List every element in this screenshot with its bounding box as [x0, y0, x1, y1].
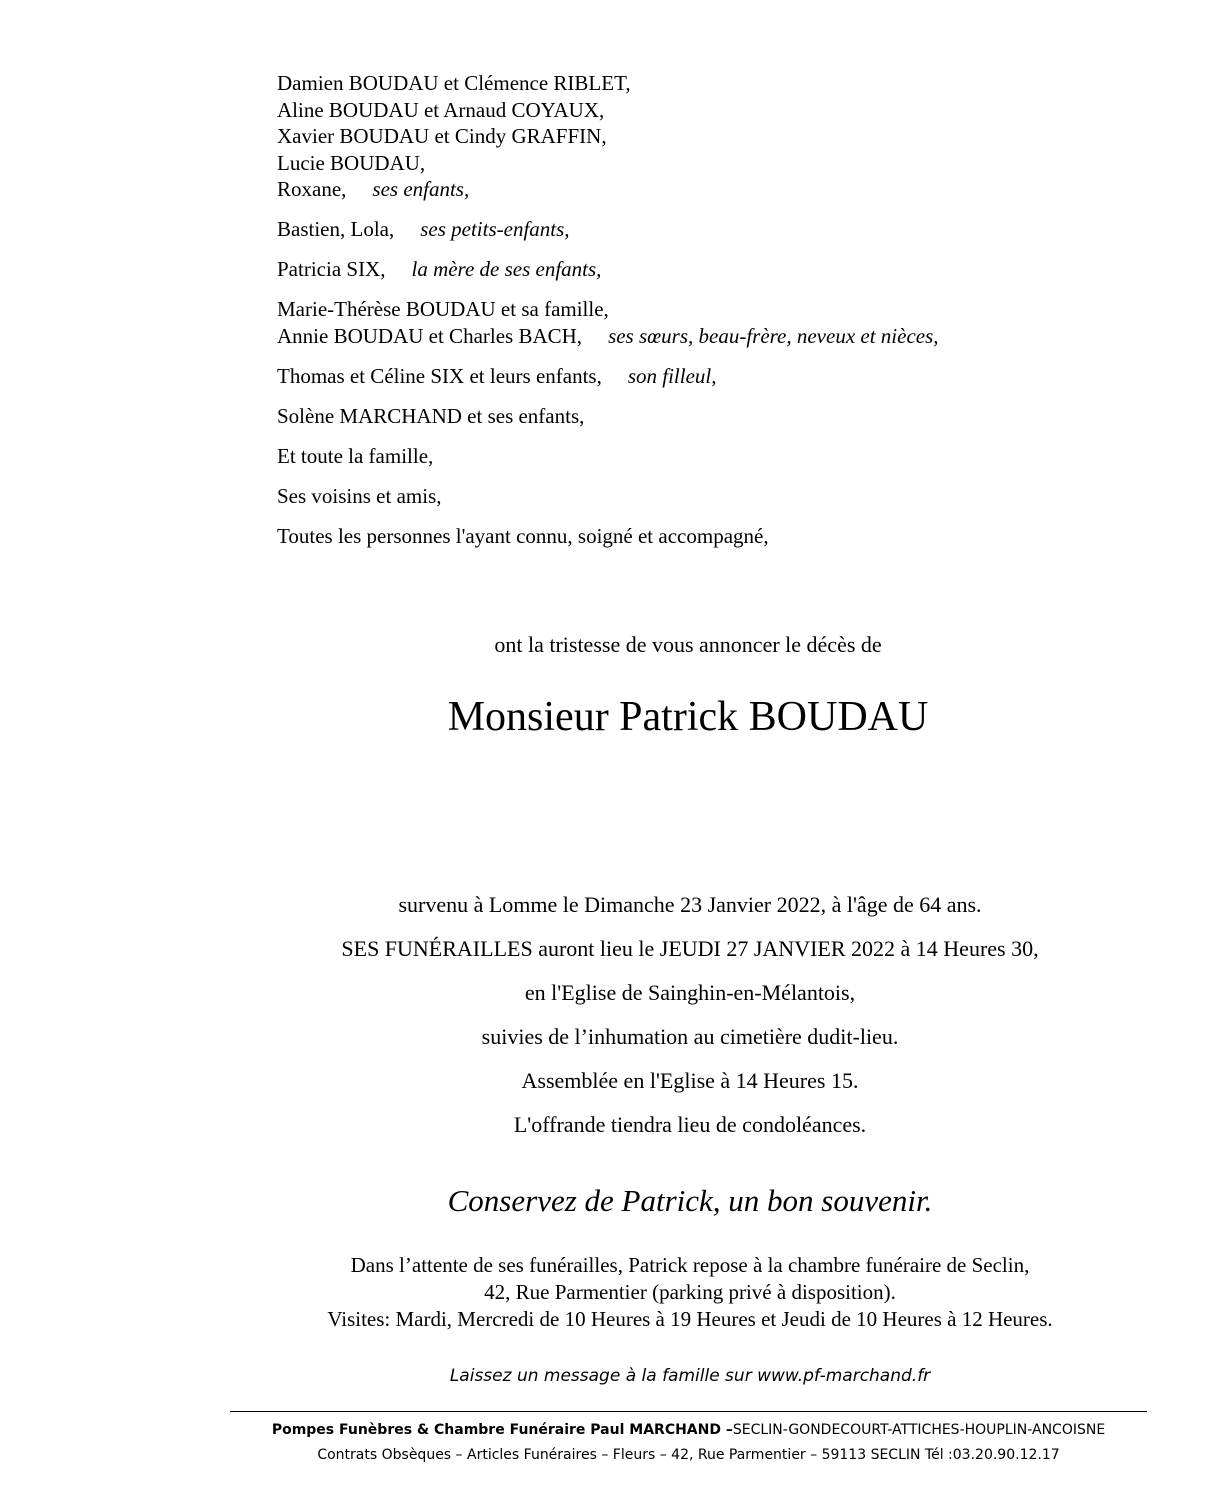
repose-line: 42, Rue Parmentier (parking privé à disposition).: [484, 1280, 896, 1304]
grandchildren-names: Bastien, Lola,: [277, 217, 395, 241]
repose-line: Dans l’attente de ses funérailles, Patrick repose à la chambre funéraire de Seclin,: [350, 1253, 1030, 1277]
sister-line: Annie BOUDAU et Charles BACH,: [277, 323, 583, 348]
detail-line: L'offrande tiendra lieu de condoléances.: [513, 1112, 867, 1137]
footer-divider: [230, 1411, 1147, 1412]
child-name: Lucie BOUDAU,: [277, 150, 426, 175]
child-name: Aline BOUDAU et Arnaud COYAUX,: [277, 97, 605, 122]
detail-line: SES FUNÉRAILLES auront lieu le JEUDI 27 JANVIER 2022 à 14 Heures 30,: [341, 936, 1039, 961]
other-group: [277, 403, 1157, 430]
mother-group: [277, 256, 1157, 283]
footer-locations: SECLIN-GONDECOURT-ATTICHES-HOUPLIN-ANCOISNE: [732, 1422, 1106, 1438]
mother-relation: la mère de ses enfants,: [411, 257, 602, 281]
other-group: [277, 443, 1157, 470]
sisters-relation: ses sœurs, beau-frère, neveux et nièces,: [608, 323, 939, 348]
child-name: Damien BOUDAU et Clémence RIBLET,: [277, 71, 631, 95]
detail-line: suivies de l’inhumation au cimetière dudit-lieu.: [481, 1024, 899, 1049]
footer-company-line: [230, 1418, 1147, 1443]
children-group: [277, 70, 1157, 203]
footer: [230, 1418, 1147, 1468]
sisters-group: [277, 296, 1157, 349]
detail-line: Assemblée en l'Eglise à 14 Heures 15.: [521, 1068, 859, 1093]
footer-company: Pompes Funèbres & Chambre Funéraire Paul MARCHAND –: [271, 1422, 733, 1438]
other-group: [277, 523, 1157, 550]
child-name-last: [277, 176, 1157, 203]
detail-line: survenu à Lomme le Dimanche 23 Janvier 2022, à l'âge de 64 ans.: [398, 892, 982, 917]
other-line: Solène MARCHAND et ses enfants,: [277, 403, 585, 428]
funeral-details: [240, 883, 1140, 1147]
detail-line: en l'Eglise de Sainghin-en-Mélantois,: [524, 980, 856, 1005]
other-group: [277, 483, 1157, 510]
grandchildren-relation: ses petits-enfants,: [420, 217, 570, 241]
grandchildren-group: [277, 216, 1157, 243]
other-line: Ses voisins et amis,: [277, 483, 442, 508]
child-name: Roxane,: [277, 177, 347, 201]
souvenir-quote: Conservez de Patrick, un bon souvenir.: [447, 1183, 933, 1218]
repose-info: [240, 1252, 1140, 1333]
godson-group: [277, 363, 1157, 390]
child-name: Xavier BOUDAU et Cindy GRAFFIN,: [277, 124, 607, 148]
godson-names: Thomas et Céline SIX et leurs enfants,: [277, 363, 602, 388]
godson-relation: son filleul,: [627, 363, 717, 388]
repose-line: Visites: Mardi, Mercredi de 10 Heures à 19 Heures et Jeudi de 10 Heures à 12 Heures.: [327, 1307, 1053, 1331]
announcement-intro: ont la tristesse de vous annoncer le décès de: [494, 632, 882, 657]
website-message: Laissez un message à la famille sur www.pf-marchand.fr: [449, 1366, 931, 1386]
other-line: Toutes les personnes l'ayant connu, soigné et accompagné,: [277, 523, 769, 548]
sister-line: Marie-Thérèse BOUDAU et sa famille,: [277, 297, 609, 321]
deceased-name: Monsieur Patrick BOUDAU: [447, 694, 929, 740]
family-list: [277, 70, 1157, 563]
mother-name: Patricia SIX,: [277, 257, 386, 281]
children-relation: ses enfants,: [372, 177, 470, 201]
other-line: Et toute la famille,: [277, 443, 434, 468]
footer-services: Contrats Obsèques – Articles Funéraires – Fleurs – 42, Rue Parmentier – 59113 SECLIN Tél :03.20.90.12.17: [317, 1447, 1060, 1463]
